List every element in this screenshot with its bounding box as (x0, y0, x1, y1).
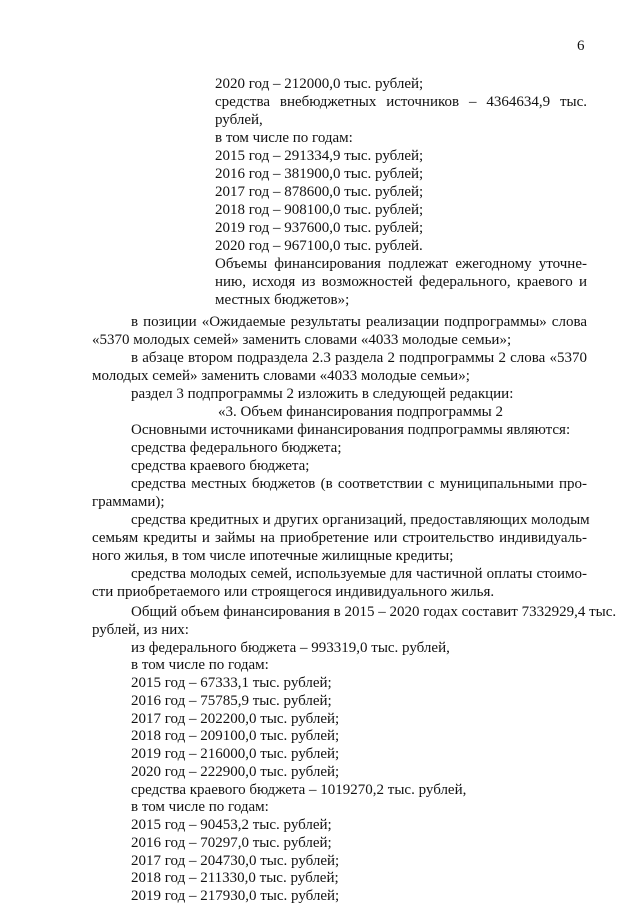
text-line: молодых семей» заменить словами «4033 молодые семьи»; (92, 368, 470, 384)
text-line: в том числе по годам: (131, 799, 269, 815)
text-line: 2017 год – 202200,0 тыс. рублей; (131, 711, 340, 727)
text-line: Объемы финансирования подлежат ежегодному уточне- (215, 256, 587, 272)
page-number: 6 (577, 38, 585, 54)
text-line: 2016 год – 381900,0 тыс. рублей; (215, 166, 424, 182)
text-line: рублей, из них: (92, 622, 189, 638)
text-line: граммами); (92, 494, 165, 510)
text-line: нию, исходя из возможностей федерального, краевого и (215, 274, 587, 290)
text-line: ного жилья, в том числе ипотечные жилищные кредиты; (92, 548, 454, 564)
text-line: 2017 год – 878600,0 тыс. рублей; (215, 184, 424, 200)
text-line: 2016 год – 70297,0 тыс. рублей; (131, 835, 332, 851)
text-line: 2017 год – 204730,0 тыс. рублей; (131, 853, 340, 869)
text-line: средства молодых семей, используемые для частичной оплаты стоимо- (131, 566, 587, 582)
text-line: средства федерального бюджета; (131, 440, 342, 456)
text-line: 2015 год – 67333,1 тыс. рублей; (131, 675, 332, 691)
text-line: 2018 год – 211330,0 тыс. рублей; (131, 870, 339, 886)
text-line: 2016 год – 75785,9 тыс. рублей; (131, 693, 332, 709)
text-line: 2020 год – 212000,0 тыс. рублей; (215, 76, 424, 92)
text-line: сти приобретаемого или строящегося индивидуального жилья. (92, 584, 495, 600)
text-line: средства краевого бюджета – 1019270,2 тыс. рублей, (131, 782, 467, 798)
text-line: средства внебюджетных источников – 4364634,9 тыс. (215, 94, 587, 110)
text-line: 2018 год – 209100,0 тыс. рублей; (131, 728, 340, 744)
text-line: из федерального бюджета – 993319,0 тыс. рублей, (131, 640, 450, 656)
text-line: 2015 год – 90453,2 тыс. рублей; (131, 817, 332, 833)
text-line: «5370 молодых семей» заменить словами «4033 молодые семьи»; (92, 332, 512, 348)
text-line: 2015 год – 291334,9 тыс. рублей; (215, 148, 424, 164)
text-line: 2018 год – 908100,0 тыс. рублей; (215, 202, 424, 218)
text-line: семьям кредиты и займы на приобретение или строительство индивидуаль- (92, 530, 587, 546)
text-line: средства кредитных и других организаций, предоставляющих молодым (131, 512, 590, 528)
text-line: средства краевого бюджета; (131, 458, 310, 474)
text-line: Общий объем финансирования в 2015 – 2020 годах составит 7332929,4 тыс. (131, 604, 617, 620)
text-line: 2019 год – 937600,0 тыс. рублей; (215, 220, 424, 236)
text-line: 2019 год – 217930,0 тыс. рублей; (131, 888, 340, 904)
text-line: 2020 год – 967100,0 тыс. рублей. (215, 238, 423, 254)
text-line: раздел 3 подпрограммы 2 изложить в следующей редакции: (131, 386, 514, 402)
text-line: 2020 год – 222900,0 тыс. рублей; (131, 764, 340, 780)
text-line: в абзаце втором подраздела 2.3 раздела 2 подпрограммы 2 слова «5370 (131, 350, 587, 366)
text-line: в том числе по годам: (215, 130, 353, 146)
text-line: местных бюджетов»; (215, 292, 350, 308)
text-line: в том числе по годам: (131, 657, 269, 673)
text-line: в позиции «Ожидаемые результаты реализации подпрограммы» слова (131, 314, 587, 330)
text-line: средства местных бюджетов (в соответствии с муниципальными про- (131, 476, 587, 492)
text-line: рублей, (215, 112, 263, 128)
section-heading: «3. Объем финансирования подпрограммы 2 (218, 404, 504, 420)
text-line: Основными источниками финансирования подпрограммы являются: (131, 422, 571, 438)
text-line: 2019 год – 216000,0 тыс. рублей; (131, 746, 340, 762)
